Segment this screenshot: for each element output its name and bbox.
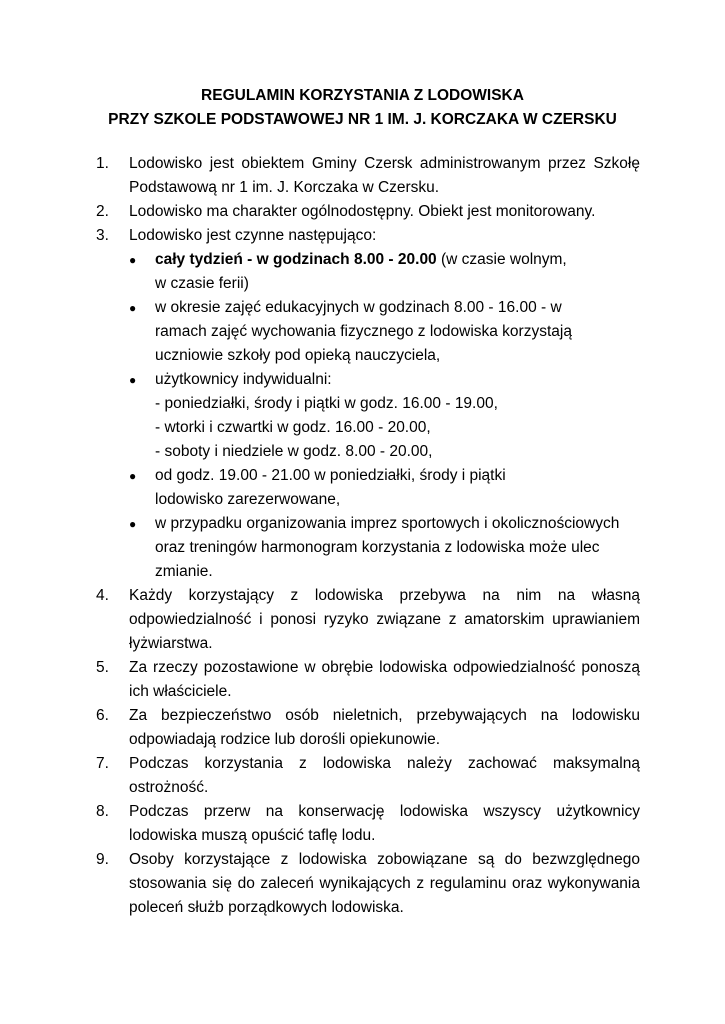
bullet-icon: ● <box>129 373 137 387</box>
bullet-icon: ● <box>129 469 137 483</box>
rules-list <box>96 152 640 920</box>
item-text: Osoby korzystające z lodowiska zobowiązane są do bezwzględnego stosowania się do zaleceń wynikających z regulaminu oraz wykonywania poleceń służb porządkowych lodowiska. <box>129 851 640 916</box>
schedule-line: - soboty i niedziele w godz. 8.00 - 20.00, <box>155 443 433 460</box>
item-number: 8. <box>96 803 109 820</box>
bullet-text: użytkownicy indywidualni: <box>155 371 332 388</box>
schedule-line: - wtorki i czwartki w godz. 16.00 - 20.00, <box>155 419 431 436</box>
item-number: 7. <box>96 755 109 772</box>
list-item <box>96 800 640 848</box>
list-item <box>96 752 640 800</box>
item-text: Lodowisko jest obiektem Gminy Czersk administrowanym przez Szkołę Podstawową nr 1 im. J. Korczaka w Czersku. <box>129 155 640 196</box>
bullet-text: w przypadku organizowania imprez sportowych i okolicznościowych oraz treningów harmonogram korzystania z lodowiska może ulec zmianie. <box>155 515 620 580</box>
list-item <box>96 584 640 656</box>
bullet-text: (w czasie wolnym, w czasie ferii) <box>155 251 567 292</box>
list-item <box>96 152 640 200</box>
bullet-item <box>96 296 607 368</box>
list-item <box>96 848 640 920</box>
document-title-line1: REGULAMIN KORZYSTANIA Z LODOWISKA <box>201 87 524 104</box>
item-text: Lodowisko ma charakter ogólnodostępny. Obiekt jest monitorowany. <box>129 203 596 220</box>
list-item <box>96 224 640 248</box>
bullet-item <box>96 464 575 512</box>
bullet-item <box>96 368 640 392</box>
bullet-item <box>96 512 635 584</box>
item-text: Podczas korzystania z lodowiska należy zachować maksymalną ostrożność. <box>129 755 640 796</box>
bullet-item <box>96 248 575 296</box>
item-number: 6. <box>96 707 109 724</box>
item-number: 4. <box>96 587 109 604</box>
item-text: Podczas przerw na konserwację lodowiska wszyscy użytkownicy lodowiska muszą opuścić taflę lodu. <box>129 803 640 844</box>
list-item <box>96 200 640 224</box>
bullet-icon: ● <box>129 517 137 531</box>
item-number: 2. <box>96 203 109 220</box>
bullet-bold-text: cały tydzień - w godzinach 8.00 - 20.00 <box>155 251 437 268</box>
document-title-line2: PRZY SZKOLE PODSTAWOWEJ NR 1 IM. J. KORCZAKA W CZERSKU <box>108 111 617 128</box>
item-number: 1. <box>96 155 109 172</box>
bullet-icon: ● <box>129 253 137 267</box>
item-text: Za bezpieczeństwo osób nieletnich, przebywających na lodowisku odpowiadają rodzice lub dorośli opiekunowie. <box>129 707 640 748</box>
bullet-text: w okresie zajęć edukacyjnych w godzinach 8.00 - 16.00 - w ramach zajęć wychowania fizycznego z lodowiska korzystają uczniowie szkoły pod opieką nauczyciela, <box>155 299 572 364</box>
item-number: 3. <box>96 227 109 244</box>
item-text: Za rzeczy pozostawione w obrębie lodowiska odpowiedzialność ponoszą ich właściciele. <box>129 659 640 700</box>
item-text: Lodowisko jest czynne następująco: <box>129 227 377 244</box>
item-text: Każdy korzystający z lodowiska przebywa na nim na własną odpowiedzialność i ponosi ryzyko związane z amatorskim uprawianiem łyżwiarstwa. <box>129 587 640 652</box>
list-item <box>96 704 640 752</box>
bullet-text: od godz. 19.00 - 21.00 w poniedziałki, środy i piątki lodowisko zarezerwowane, <box>155 467 506 508</box>
schedule-line: - poniedziałki, środy i piątki w godz. 16.00 - 19.00, <box>155 395 498 412</box>
bullet-icon: ● <box>129 301 137 315</box>
item-number: 5. <box>96 659 109 676</box>
item-number: 9. <box>96 851 109 868</box>
list-item <box>96 656 640 704</box>
